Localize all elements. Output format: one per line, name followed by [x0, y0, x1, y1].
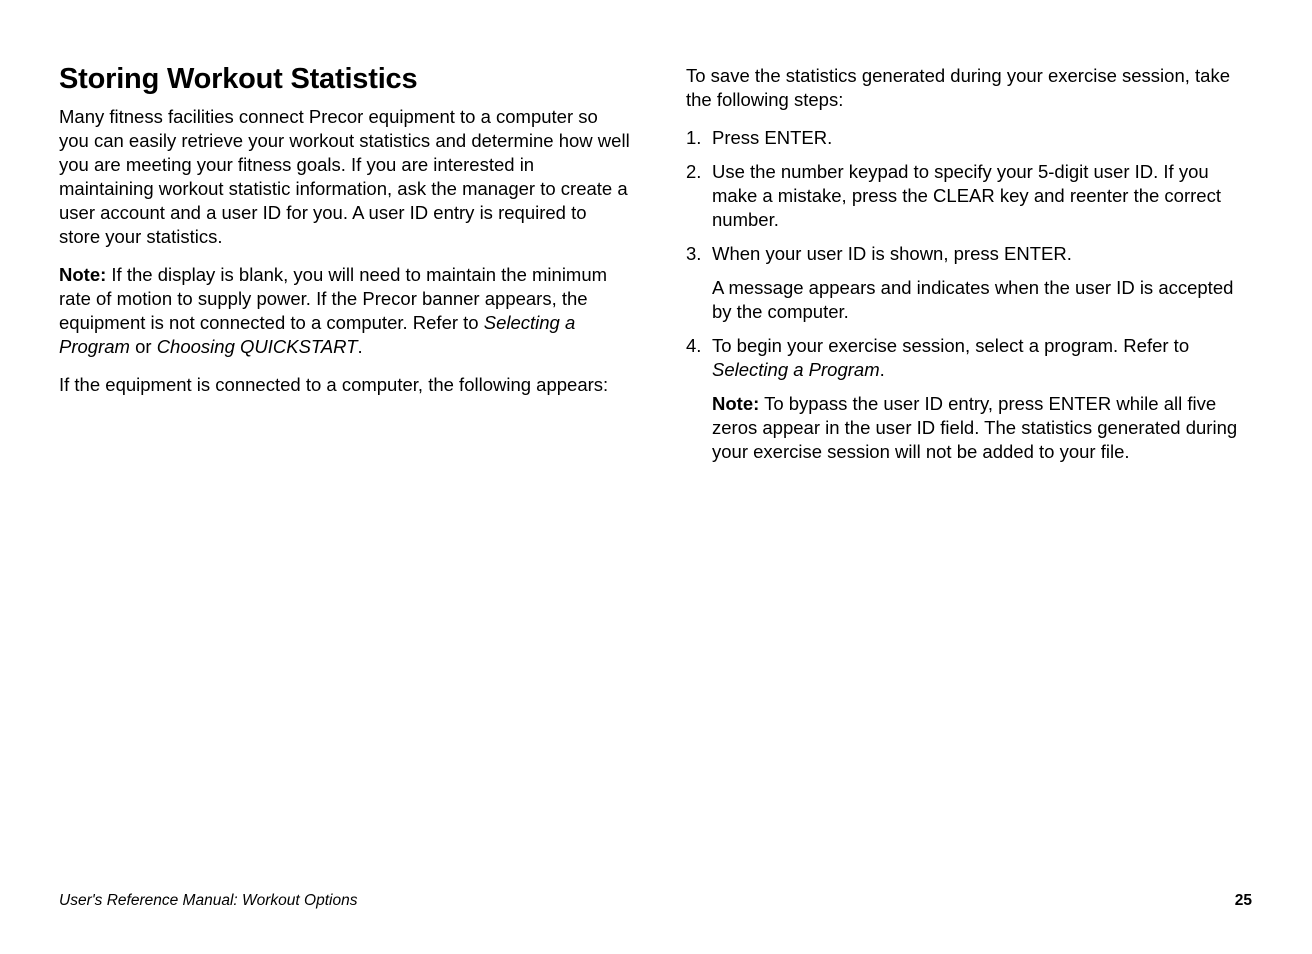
note-text: If the display is blank, you will need to maintain the minimum rate of motion to supply power. If the Precor banner appears, the equipment is not connected to a computer. Refer to: [59, 264, 608, 333]
note-conjunction: or: [129, 336, 157, 357]
step-item: [686, 126, 1256, 150]
step-number: 2.: [686, 161, 702, 182]
note-end: .: [357, 336, 363, 357]
step-number: 1.: [686, 127, 702, 148]
note-label: Note:: [59, 264, 107, 285]
step-number: 4.: [686, 335, 702, 356]
step-note: [712, 392, 1256, 464]
step-text: Press ENTER.: [712, 127, 833, 148]
left-column: [59, 62, 631, 411]
footer-manual-title: User's Reference Manual: Workout Options: [59, 892, 358, 909]
intro-paragraph: Many fitness facilities connect Precor equipment to a computer so you can easily retrieve your workout statistics and determine how well you are meeting your fitness goals. If you are interested in maintaining workout statistic information, ask the manager to create a user account and a user ID for you. A user ID entry is required to store your statistics.: [59, 106, 630, 247]
page-number: 25: [1234, 892, 1252, 909]
step-text-end: .: [879, 359, 885, 380]
step-text: [712, 335, 1189, 380]
step-item: [686, 160, 1256, 232]
note-text: To bypass the user ID entry, press ENTER while all five zeros appear in the user ID field. The statistics generated during your exercise session will not be added to your file.: [712, 393, 1238, 462]
step-item: [686, 242, 1256, 324]
step-text: Use the number keypad to specify your 5-digit user ID. If you make a mistake, press the CLEAR key and reenter the correct number.: [712, 161, 1221, 230]
step-item: [686, 334, 1256, 464]
steps-list: [686, 126, 1256, 464]
right-column: [686, 64, 1256, 474]
page-title: Storing Workout Statistics: [59, 63, 418, 95]
step-detail: A message appears and indicates when the user ID is accepted by the computer.: [712, 277, 1234, 322]
reference-selecting-program: Selecting a Program: [712, 359, 880, 380]
steps-intro: To save the statistics generated during your exercise session, take the following steps:: [686, 65, 1230, 110]
step-text-pre: To begin your exercise session, select a program. Refer to: [712, 335, 1190, 356]
reference-choosing-quickstart: Choosing QUICKSTART: [156, 336, 358, 357]
step-number: 3.: [686, 243, 702, 264]
connected-paragraph: If the equipment is connected to a computer, the following appears:: [59, 374, 609, 395]
reference-selecting-program: Selecting a Program: [59, 312, 576, 357]
note-paragraph: [59, 263, 631, 359]
step-text: When your user ID is shown, press ENTER.: [712, 243, 1072, 264]
note-label: Note:: [712, 393, 760, 414]
